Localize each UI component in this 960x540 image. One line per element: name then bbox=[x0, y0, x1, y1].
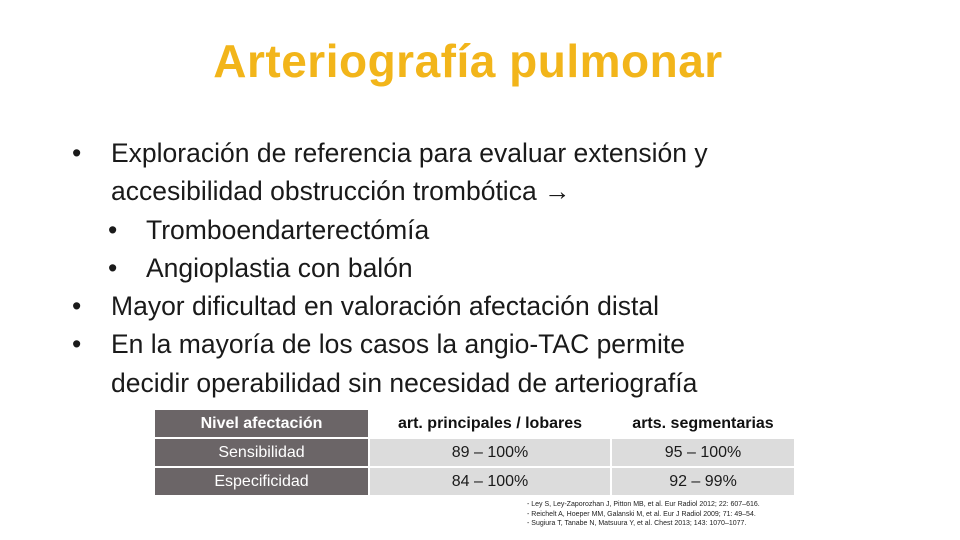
sub-bullet-item bbox=[70, 211, 930, 249]
reference-item: - Reichelt A, Hoeper MM, Galanski M, et al. Eur J Radiol 2009; 71: 49–54. bbox=[527, 510, 756, 518]
sub-bullet-text: Angioplastia con balón bbox=[146, 252, 413, 283]
table-header-cell: arts. segmentarias bbox=[612, 410, 794, 437]
bullet-line: accesibilidad obstrucción trombótica → bbox=[111, 176, 571, 207]
bullet-item bbox=[70, 134, 930, 211]
sub-bullet-text: Tromboendarterectómía bbox=[146, 214, 430, 245]
bullet-item bbox=[70, 325, 930, 402]
table-cell: 84 – 100% bbox=[370, 468, 610, 495]
table-row bbox=[155, 468, 794, 495]
sub-bullet-item bbox=[70, 249, 930, 287]
reference-item: - Ley S, Ley-Zaporozhan J, Pitton MB, et al. Eur Radiol 2012; 22: 607–616. bbox=[527, 501, 760, 508]
accuracy-table bbox=[153, 408, 796, 497]
bullet-marker: • bbox=[108, 214, 118, 245]
bullet-marker: • bbox=[108, 252, 118, 283]
table-cell: 95 – 100% bbox=[612, 439, 794, 466]
table-header-cell: Nivel afectación bbox=[155, 410, 368, 437]
table-cell: 89 – 100% bbox=[370, 439, 610, 466]
bullet-list bbox=[70, 134, 930, 402]
bullet-line: Exploración de referencia para evaluar extensión y bbox=[111, 138, 708, 168]
table-row-label: Sensibilidad bbox=[155, 439, 368, 466]
references bbox=[527, 500, 947, 529]
bullet-marker: • bbox=[72, 291, 82, 322]
table-row bbox=[155, 439, 794, 466]
bullet-line: Mayor dificultad en valoración afectación distal bbox=[111, 291, 659, 322]
table-cell: 92 – 99% bbox=[612, 468, 794, 495]
bullet-line: En la mayoría de los casos la angio-TAC permite bbox=[111, 329, 685, 360]
table-row-label: Especificidad bbox=[155, 468, 368, 495]
bullet-marker: • bbox=[72, 329, 82, 360]
bullet-line: decidir operabilidad sin necesidad de arteriografía bbox=[111, 367, 698, 398]
bullet-item bbox=[70, 287, 930, 325]
slide-title: Arteriografía pulmonar bbox=[213, 35, 723, 87]
bullet-marker: • bbox=[72, 138, 82, 168]
reference-item: - Sugiura T, Tanabe N, Matsuura Y, et al. Chest 2013; 143: 1070–1077. bbox=[527, 520, 747, 527]
table-header-row bbox=[155, 410, 794, 437]
table-header-cell: art. principales / lobares bbox=[370, 410, 610, 437]
